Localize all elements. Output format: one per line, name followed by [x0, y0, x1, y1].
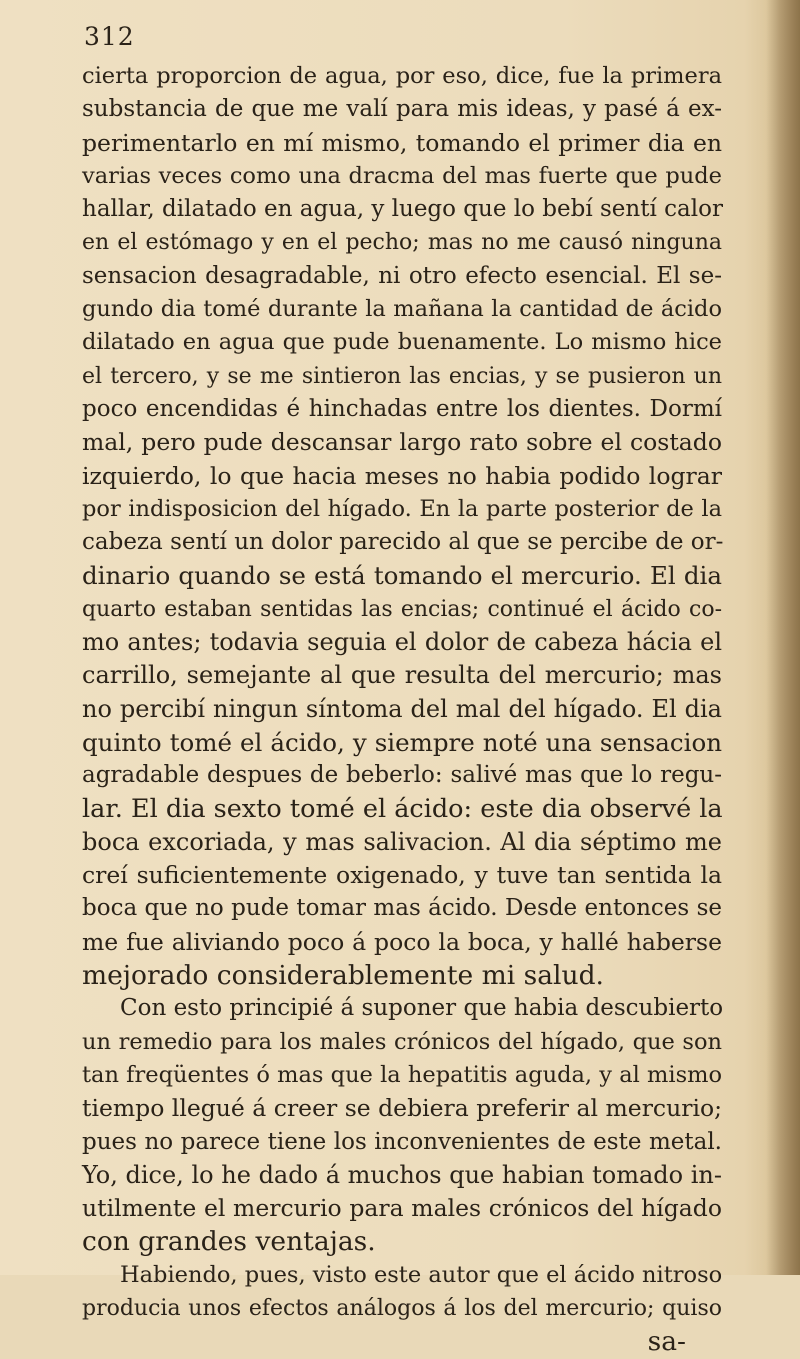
text-line: boca excoriada, y mas salivacion. Al dia séptimo me — [82, 827, 722, 856]
text-line: lar. El dia sexto tomé el ácido: este dia observé la — [82, 793, 723, 824]
text-line: Yo, dice, lo he dado á muchos que habian tomado in- — [82, 1160, 722, 1189]
text-line: en el estómago y en el pecho; mas no me causó ninguna — [82, 230, 722, 256]
text-line: poco encendidas é hinchadas entre los dientes. Dormí — [82, 395, 722, 422]
text-line: carrillo, semejante al que resulta del mercurio; mas — [82, 661, 722, 690]
text-line: dilatado en agua que pude buenamente. Lo mismo hice — [82, 329, 722, 356]
text-line: perimentarlo en mí mismo, tomando el primer dia en — [82, 128, 722, 157]
text-line: me fue aliviando poco á poco la boca, y hallé haberse — [82, 927, 722, 956]
text-line: por indisposicion del hígado. En la parte posterior de la — [82, 495, 722, 522]
text-line: agradable despues de beberlo: salivé mas que lo regu- — [82, 762, 722, 789]
text-line: izquierdo, lo que hacia meses no habia podido lograr — [82, 461, 722, 490]
text-line: tiempo llegué á creer se debiera preferir al mercurio; — [82, 1094, 723, 1123]
text-line: boca que no pude tomar mas ácido. Desde entonces se — [82, 895, 722, 922]
text-line: pues no parece tiene los inconvenientes de este metal. — [82, 1128, 722, 1155]
text-line: mal, pero pude descansar largo rato sobre el costado — [82, 428, 722, 457]
text-line: hallar, dilatado en agua, y luego que lo bebí sentí calor — [82, 196, 723, 223]
text-line: un remedio para los males crónicos del hígado, que son — [82, 1028, 722, 1055]
text-line: cierta proporcion de agua, por eso, dice, fue la primera — [82, 63, 722, 89]
body-text — [82, 60, 722, 1359]
text-line: cabeza sentí un dolor parecido al que se percibe de or- — [82, 529, 724, 556]
text-line: Habiendo, pues, visto este autor que el ácido nitroso — [120, 1261, 723, 1288]
text-line: producia unos efectos análogos á los del mercurio; quiso — [82, 1295, 722, 1321]
catchword: sa- — [647, 1326, 686, 1358]
text-line: dinario quando se está tomando el mercurio. El dia — [82, 561, 722, 591]
text-line: quarto estaban sentidas las encias; continué el ácido co- — [82, 596, 722, 622]
text-line: gundo dia tomé durante la mañana la cantidad de ácido — [82, 296, 722, 323]
text-line: quinto tomé el ácido, y siempre noté una sensacion — [82, 727, 722, 757]
text-line: utilmente el mercurio para males crónicos del hígado — [82, 1194, 722, 1223]
text-line: el tercero, y se me sintieron las encias, y se pusieron un — [82, 363, 722, 389]
text-line: tan freqüentes ó mas que la hepatitis aguda, y al mismo — [82, 1061, 722, 1088]
text-line: Con esto principié á suponer que habia descubierto — [120, 995, 724, 1022]
text-line: varias veces como una dracma del mas fuerte que pude — [82, 162, 722, 189]
text-line: no percibí ningun síntoma del mal del hígado. El dia — [82, 694, 722, 723]
text-line: con grandes ventajas. — [82, 1226, 376, 1258]
text-line: substancia de que me valí para mis ideas, y pasé á ex- — [82, 96, 722, 123]
page-edge-shadow — [766, 0, 800, 1275]
text-line: sensacion desagradable, ni otro efecto esencial. El se- — [82, 262, 722, 289]
text-line: creí suficientemente oxigenado, y tuve tan sentida la — [82, 861, 722, 890]
text-line: mo antes; todavia seguia el dolor de cabeza hácia el — [82, 628, 722, 657]
text-line: mejorado considerablemente mi salud. — [82, 960, 604, 992]
page-number: 312 — [84, 22, 135, 51]
